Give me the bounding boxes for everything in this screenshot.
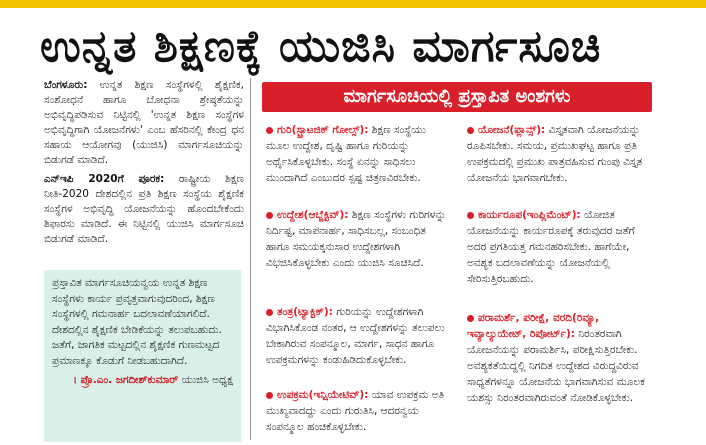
intro-text-1: ಉನ್ನತ ಶಿಕ್ಷಣ ಸಂಸ್ಥೆಗಳಲ್ಲಿ ಶೈಕ್ಷಣಿಕ, ಸಂಶೋಧನೆ ಹಾಗೂ ಬೋಧನಾ ಶ್ರೇಷ್ಠತೆಯನ್ನು ಅಭಿವೃದ್ಧಿಪಡಿಸುವ ನಿಟ್ಟಿನಲ್ಲಿ 'ಉನ್ನತ ಶಿಕ್ಷಣ ಸಂಸ್ಥೆಗಳ ಅಭಿವೃದ್ಧಿಗಾಗಿ ಯೋಜನೆಗಳು' ಎಂಬ ಹೆಸರಿನಲ್ಲಿ ಕೇಂದ್ರ ಧನ ಸಹಾಯ ಆಯೋಗವು (ಯುಜಿಸಿ) ಮಾರ್ಗಸೂಚಿಯನ್ನು ಬಿಡುಗಡೆ ಮಾಡಿದೆ.: [44, 79, 244, 166]
point-body: ಗುರಿಯನ್ನು ಉದ್ದೇಶಗಳಾಗಿ ವಿಭಾಗಿಸಿಕೊಂಡ ನಂತರ, ಆ ಉದ್ದೇಶಗಳನ್ನು ತಲುಪಲು ಬೇಕಾಗಿರುವ ಸಂಪನ್ಮೂಲ, ಮಾರ್ಗ, ಸಾಧನ ಹಾಗೂ ಉಪಕ್ರಮಗಳನ್ನು ಕಂಡುಹಿಡಿದುಕೊಳ್ಳಬೇಕು.: [266, 306, 445, 366]
point-title: ಕಾರ್ಯರೂಪ(ಇಂಪ್ಲಿಮೆಂಟ್):: [478, 209, 581, 221]
point-body: ನಿರಂತರವಾಗಿ ಯೋಜನೆಯನ್ನು ಪರಾಮರ್ಶಿಸಿ, ಪರೀಕ್ಷಿಸುತ್ತಿರಬೇಕು. ಅವಶ್ಯಕತೆಯಿದ್ದಲ್ಲಿ ನಿಗದಿತ ಉದ್ದೇಶದ ವಿರುದ್ಧವಿರುವ ಸಾಧ್ಯತೆಗಳನ್ನೂ ಯೋಜನೆಯ ಭಾಗವಾಗಿಸುವ ಮೂಲಕ ಯಶಸ್ಸು ನಿರಂತರವಾಗಿರುವಂತೆ ನೋಡಿಕೊಳ್ಳಬೇಕು.: [467, 328, 645, 404]
point-body: ಶಿಕ್ಷಣ ಸಂಸ್ಥೆಗಳು ಗುರಿಗಳನ್ನು ನಿರ್ದಿಷ್ಟ, ಮಾಪನಾರ್ಹ, ಸಾಧಿಸಬಲ್ಲ, ಸಂಬಂಧಿತ ಹಾಗೂ ಸಮಯಕ್ಕನುಸಾರ ಉದ್ದೇಶಗಳಾಗಿ ವಿಭಜಿಸಿಕೊಳ್ಳಬೇಕು ಎಂದು ಯುಜಿಸಿ ಸೂಚಿಸಿದೆ.: [266, 209, 446, 269]
point-body: ಶಿಕ್ಷಣ ಸಂಸ್ಥೆಯು ಮೂಲ ಉದ್ದೇಶ, ದೃಷ್ಟಿ ಹಾಗೂ ಗುರಿಯನ್ನು ಅರ್ಥೈಸಿಕೊಳ್ಳಬೇಕು. ಸಂಸ್ಥೆ ಏನನ್ನು ಸಾಧಿಸಲು ಮುಂದಾಗಿದೆ ಎಂಬುದರ ಸ್ಪಷ್ಟ ಚಿತ್ರಣವಿರಬೇಕು.: [266, 124, 426, 184]
bullet-icon: [266, 212, 273, 219]
section-banner: ಮಾರ್ಗಸೂಚಿಯಲ್ಲಿ ಪ್ರಸ್ತಾಪಿತ ಅಂಶಗಳು: [262, 82, 652, 112]
point-body: ಯಾವ ಉಪಕ್ರಮ ಅತಿ ಮುಖ್ಯವಾದದ್ದು ಎಂದು ಗುರುತಿಸಿ, ಆದರನ್ವಯ ಸಂಪನ್ಮೂಲ ಹಂಚಿಕೊಳ್ಳಬೇಕು.: [266, 389, 445, 433]
point-title: ಪರಾಮರ್ಶೆ, ಪರೀಕ್ಷೆ, ವರದಿ(ರಿವ್ಯೂ, ಇವ್ಯಾಲ್ಯುಯೇಟ್, ರಿಪೋರ್ಟ್):: [467, 312, 600, 340]
bullet-icon: [467, 315, 474, 322]
quote-author: । ಪ್ರೊ.ಎಂ. ಜಗದೀಶ್‌ಕುಮಾರ್: [72, 374, 179, 386]
intro-column: [44, 78, 244, 251]
bullet-icon: [266, 309, 273, 316]
point-title: ಗುರಿ(ಸ್ಟ್ರಾಟಜಿಕ್ ಗೋಲ್ಸ್):: [277, 124, 369, 136]
quote-box: [44, 270, 241, 442]
point-implement: [467, 207, 653, 287]
point-title: ಉಪಕ್ರಮ(ಇನ್ಷಿಯೇಟಿವ್):: [277, 389, 369, 401]
point-title: ಉದ್ದೇಶ(ಆಬ್ಜೆಕ್ಟಿವ್):: [277, 209, 349, 221]
point-body: ವಿಸ್ತೃತವಾಗಿ ಯೋಜನೆಯನ್ನು ರೂಪಿಸಬೇಕು. ಸಮಯ, ಪ್ರಮುಖಘಟ್ಟ ಹಾಗೂ ಪ್ರತಿ ಉಪಕ್ರಮದಲ್ಲಿ ಪ್ರಮುಖ ಪಾತ್ರವಹಿಸುವ ಗುಂಪು ವಿಸ್ತೃತ ಯೋಜನೆಯ ಭಾಗವಾಗಬೇಕು.: [467, 124, 643, 184]
headline: ಉನ್ನತ ಶಿಕ್ಷಣಕ್ಕೆ ಯುಜಿಸಿ ಮಾರ್ಗಸೂಚಿ: [40, 21, 602, 72]
point-review: [467, 310, 653, 406]
point-goals: [266, 122, 452, 186]
quote-role: ಯುಜಿಸಿ ಅಧ್ಯಕ್ಷ: [181, 374, 233, 386]
intro-para-1: [44, 78, 244, 168]
intro-para-2: [44, 172, 244, 247]
quote-signature: [52, 373, 233, 387]
point-initiative: [266, 387, 452, 435]
bullet-icon: [266, 127, 273, 134]
bullet-icon: [467, 127, 474, 134]
point-plans: [467, 122, 653, 186]
column-divider: [250, 78, 251, 440]
point-objective: [266, 207, 452, 271]
point-title: ಯೋಜನೆ(ಪ್ಲಾನ್ಸ್):: [478, 124, 546, 136]
intro-text-2: ರಾಷ್ಟ್ರೀಯ ಶಿಕ್ಷಣ ನೀತಿ-2020 ದೇಶದಲ್ಲಿನ ಪ್ರತಿ ಶಿಕ್ಷಣ ಸಂಸ್ಥೆಯ ಶೈಕ್ಷಣಿಕ ಸಂಸ್ಥೆಗಳ ಅಭಿವೃದ್ಧಿ ಯೋಜನೆಯನ್ನು ಹೊಂದಬೇಕೆಂದು ಶಿಫಾರಸು ಮಾಡಿದೆ. ಈ ನಿಟ್ಟಿನಲ್ಲಿ ಯುಜಿಸಿ ಮಾರ್ಗಸೂಚಿ ಬಿಡುಗಡೆ ಮಾಡಿದೆ.: [44, 173, 245, 245]
bullet-icon: [467, 212, 474, 219]
top-color-bar: [0, 0, 706, 8]
subhead-nep: ಎನ್ಇಪಿ 2020ಗೆ ಪೂರಕ:: [44, 173, 165, 185]
point-tactic: [266, 304, 452, 368]
point-body: ಯೋಜಿತ ಯೋಜನೆಯನ್ನು ಕಾರ್ಯರೂಪಕ್ಕೆ ತರುವುದರ ಜತೆಗೆ ಅದರ ಪ್ರಗತಿಯತ್ತ ಗಮನಹರಿಸಬೇಕು. ಹಾಗೆಯೇ, ಅವಶ್ಯಕ ಬದಲಾವಣೆಯನ್ನು ಯೋಜನೆಯಲ್ಲಿ ಸೇರಿಸುತ್ತಿರಬಹುದು.: [467, 209, 635, 285]
bullet-icon: [266, 392, 273, 399]
point-title: ತಂತ್ರ(ಟ್ಯಾಕ್ಟಿಕ್):: [277, 306, 333, 318]
quote-text: ಪ್ರಸ್ತಾವಿತ ಮಾರ್ಗಸೂಚಿಯನ್ವಯ ಉನ್ನತ ಶಿಕ್ಷಣ ಸಂಸ್ಥೆಗಳು ಕಾರ್ಯ ಪ್ರವೃತ್ತವಾಗುವುದರಿಂದ, ಶಿಕ್ಷಣ ಸಂಸ್ಥೆಗಳಲ್ಲಿ ಗಮನಾರ್ಹ ಬದಲಾವಣೆಯಾಗಲಿದೆ. ದೇಶದಲ್ಲಿನ ಶೈಕ್ಷಣಿಕ ಬೇಡಿಕೆಯನ್ನು ತಲುಪಬಹುದು. ಜತೆಗೆ, ಜಾಗತಿಕ ಮಟ್ಟದಲ್ಲಿನ ಶೈಕ್ಷಣಿಕ ಗುಣಮಟ್ಟದ ಪ್ರಮಾಣಕ್ಕೂ ಕೊಡುಗೆ ನೀಡಬಹುದಾಗಿದೆ.: [52, 277, 222, 367]
dateline: ಬೆಂಗಳೂರು:: [44, 79, 88, 91]
